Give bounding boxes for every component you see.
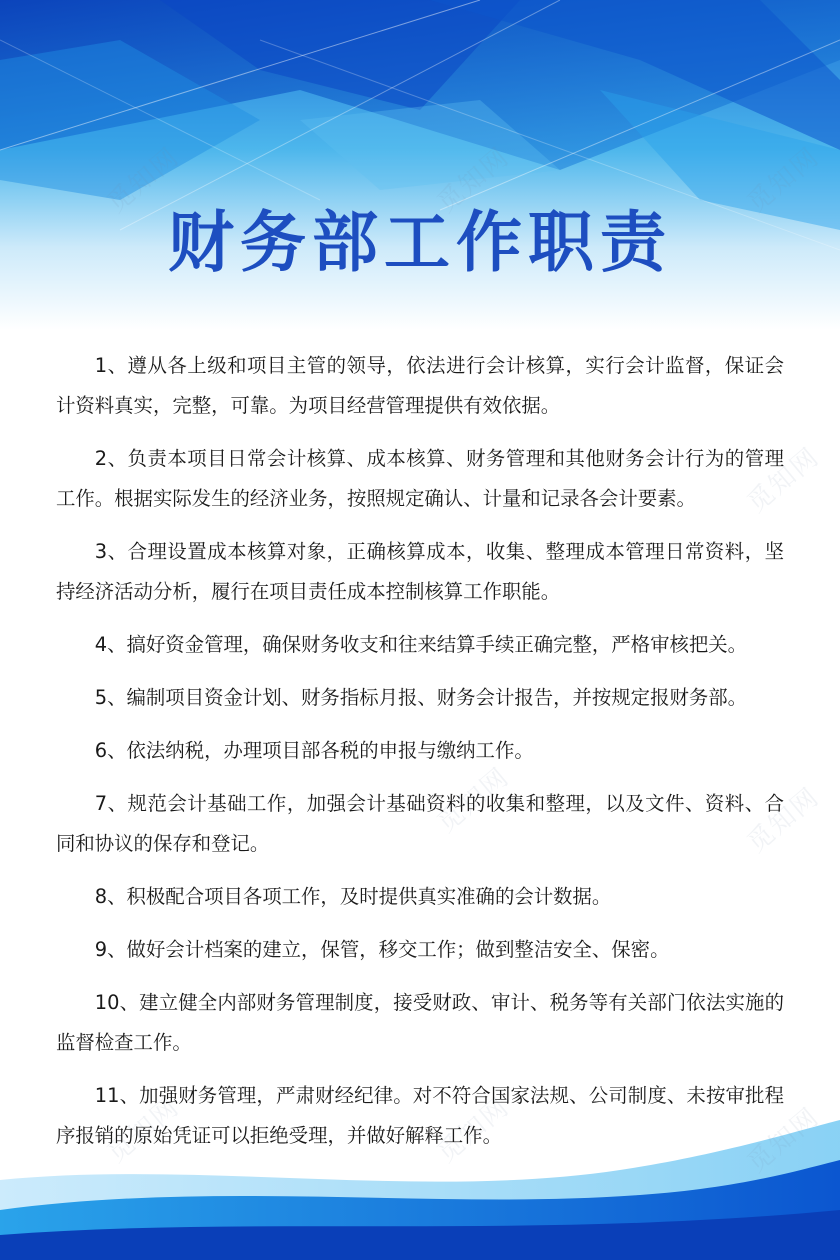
watermark: 觅知网 bbox=[741, 781, 826, 859]
watermark: 觅知网 bbox=[431, 1091, 516, 1169]
duty-item: 9、做好会计档案的建立，保管，移交工作；做到整洁安全、保密。 bbox=[94, 938, 670, 961]
duty-item: 3、合理设置成本核算对象，正确核算成本，收集、整理成本管理日常资料，坚持经济活动分析，履行在项目责任成本控制核算工作职能。 bbox=[56, 540, 784, 603]
watermark: 觅知网 bbox=[431, 761, 516, 839]
watermark: 觅知网 bbox=[101, 1091, 186, 1169]
duties-list bbox=[56, 346, 784, 1169]
page-title: 财务部工作职责 bbox=[168, 204, 672, 281]
duty-item: 7、规范会计基础工作，加强会计基础资料的收集和整理，以及文件、资料、合同和协议的保存和登记。 bbox=[56, 792, 784, 855]
duty-item: 1、遵从各上级和项目主管的领导，依法进行会计核算，实行会计监督，保证会计资料真实，完整，可靠。为项目经营管理提供有效依据。 bbox=[56, 354, 784, 417]
duty-item: 11、加强财务管理，严肃财经纪律。对不符合国家法规、公司制度、未按审批程序报销的原始凭证可以拒绝受理，并做好解释工作。 bbox=[56, 1084, 784, 1147]
duty-item: 6、依法纳税，办理项目部各税的申报与缴纳工作。 bbox=[94, 739, 534, 762]
duty-item: 10、建立健全内部财务管理制度，接受财政、审计、税务等有关部门依法实施的监督检查工作。 bbox=[56, 991, 784, 1054]
duty-item: 2、负责本项目日常会计核算、成本核算、财务管理和其他财务会计行为的管理工作。根据实际发生的经济业务，按照规定确认、计量和记录各会计要素。 bbox=[56, 447, 784, 510]
duty-item: 8、积极配合项目各项工作，及时提供真实准确的会计数据。 bbox=[94, 885, 612, 908]
duty-item: 4、搞好资金管理，确保财务收支和往来结算手续正确完整，严格审核把关。 bbox=[94, 633, 748, 656]
watermark: 觅知网 bbox=[741, 441, 826, 519]
duty-item: 5、编制项目资金计划、财务指标月报、财务会计报告，并按规定报财务部。 bbox=[94, 686, 748, 709]
